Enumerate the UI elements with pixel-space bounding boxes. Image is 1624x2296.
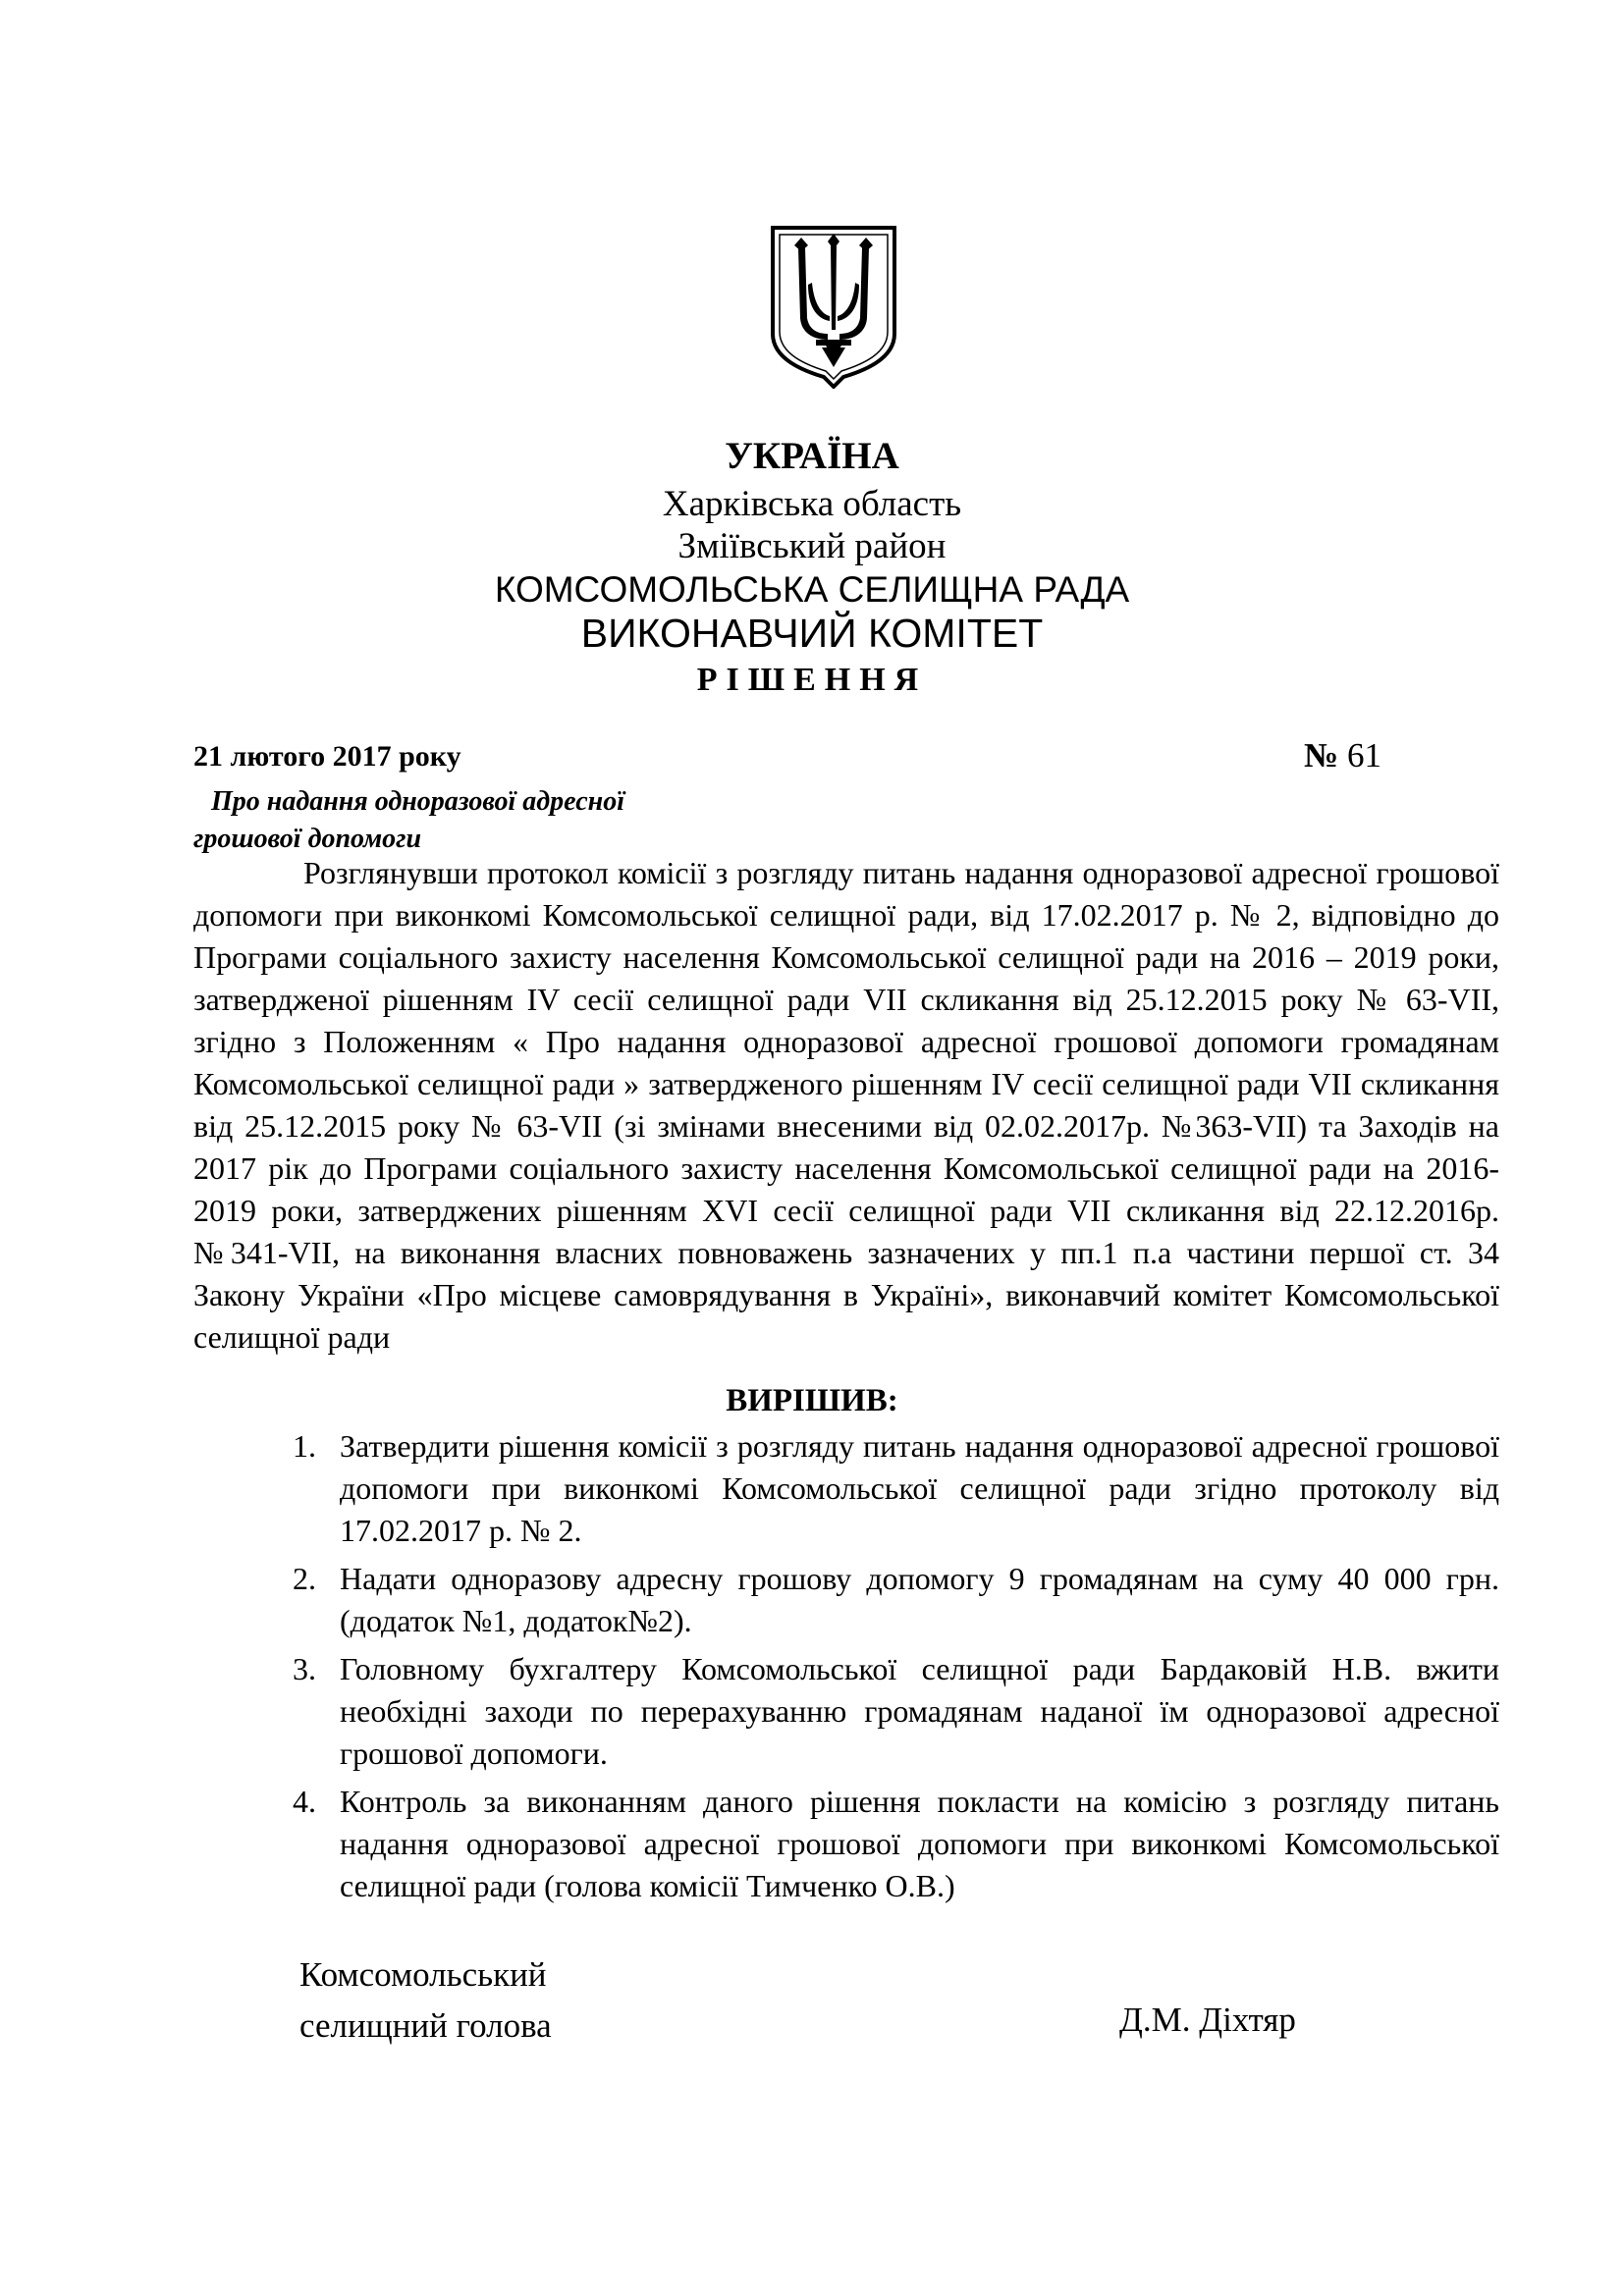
coat-of-arms-icon	[769, 224, 898, 389]
list-item	[285, 1781, 1499, 1907]
item-text: Головному бухгалтеру Комсомольської селищної ради Бардаковій Н.В. вжити необхідні заходи по перерахуванню громадянам наданої їм одноразової адресної грошової допомоги.	[340, 1651, 1499, 1771]
signatory-title	[299, 1949, 552, 2052]
item-number: 4.	[293, 1784, 316, 1819]
country-heading: УКРАЇНА	[725, 435, 899, 477]
signatory-title-line-2: селищний голова	[299, 2006, 552, 2045]
decision-subject	[193, 783, 624, 858]
list-item	[285, 1648, 1499, 1775]
item-text: Контроль за виконанням даного рішення покласти на комісію з розгляду питань надання одноразової адресної грошової допомоги при виконкомі Комсомольської селищної ради (голова комісії Тимченко О.В.)	[340, 1784, 1499, 1903]
raion-heading: Зміївський район	[677, 526, 947, 566]
list-item	[285, 1425, 1499, 1552]
signatory-title-line-1: Комсомольський	[299, 1955, 547, 1994]
subject-line-2: грошової допомоги	[193, 824, 422, 854]
subject-line-1: Про надання одноразової адресної	[211, 786, 624, 817]
signatory-name: Д.М. Діхтяр	[1119, 2001, 1296, 2039]
decision-number	[1304, 736, 1381, 775]
decision-date: 21 лютого 2017 року	[193, 740, 461, 773]
decision-items-list	[285, 1425, 1499, 1913]
item-number: 1.	[293, 1428, 316, 1464]
item-number: 3.	[293, 1651, 316, 1686]
decided-heading: ВИРІШИВ:	[726, 1383, 898, 1418]
oblast-heading: Харківська область	[662, 484, 962, 524]
number-sign: №	[1304, 736, 1339, 774]
item-text: Надати одноразову адресну грошову допомогу 9 громадянам на суму 40 000 грн. (додаток №1, додаток№2).	[340, 1561, 1499, 1638]
preamble-paragraph: Розглянувши протокол комісії з розгляду питань надання одноразової адресної грошової допомоги при виконкомі Комсомольської селищної ради, від 17.02.2017 р. № 2, відповідно до Програми соціального захисту населення Комсомольської селищної ради на 2016 – 2019 роки, затвердженої рішенням IV сесії селищної ради VII скликання від 25.12.2015 року № 63-VII, згідно з Положенням « Про надання одноразової адресної грошової допомоги громадянам Комсомольської селищної ради » затвердженого рішенням IV сесії селищної ради VII скликання від 25.12.2015 року № 63-VII (зі змінами внесеними від 02.02.2017р. №363-VII) та Заходів на 2017 рік до Програми соціального захисту населення Комсомольської селищної ради на 2016-2019 роки, затверджених рішенням XVI сесії селищної ради VII скликання від 22.12.2016р. №341-VII, на виконання власних повноважень зазначених у пп.1 п.а частини першої ст. 34 Закону України «Про місцеве самоврядування в Україні», виконавчий комітет Комсомольської селищної ради	[193, 855, 1499, 1355]
document-type-heading: РІШЕННЯ	[696, 662, 928, 698]
committee-heading: ВИКОНАВЧИЙ КОМІТЕТ	[580, 611, 1044, 656]
item-number: 2.	[293, 1561, 316, 1596]
number-value: 61	[1347, 736, 1381, 774]
date-number-row	[193, 736, 1381, 781]
item-text: Затвердити рішення комісії з розгляду питань надання одноразової адресної грошової допомоги при виконкомі Комсомольської селищної ради згідно протоколу від 17.02.2017 р. № 2.	[340, 1428, 1499, 1548]
council-heading: КОМСОМОЛЬСЬКА СЕЛИЩНА РАДА	[494, 569, 1130, 610]
list-item	[285, 1558, 1499, 1642]
